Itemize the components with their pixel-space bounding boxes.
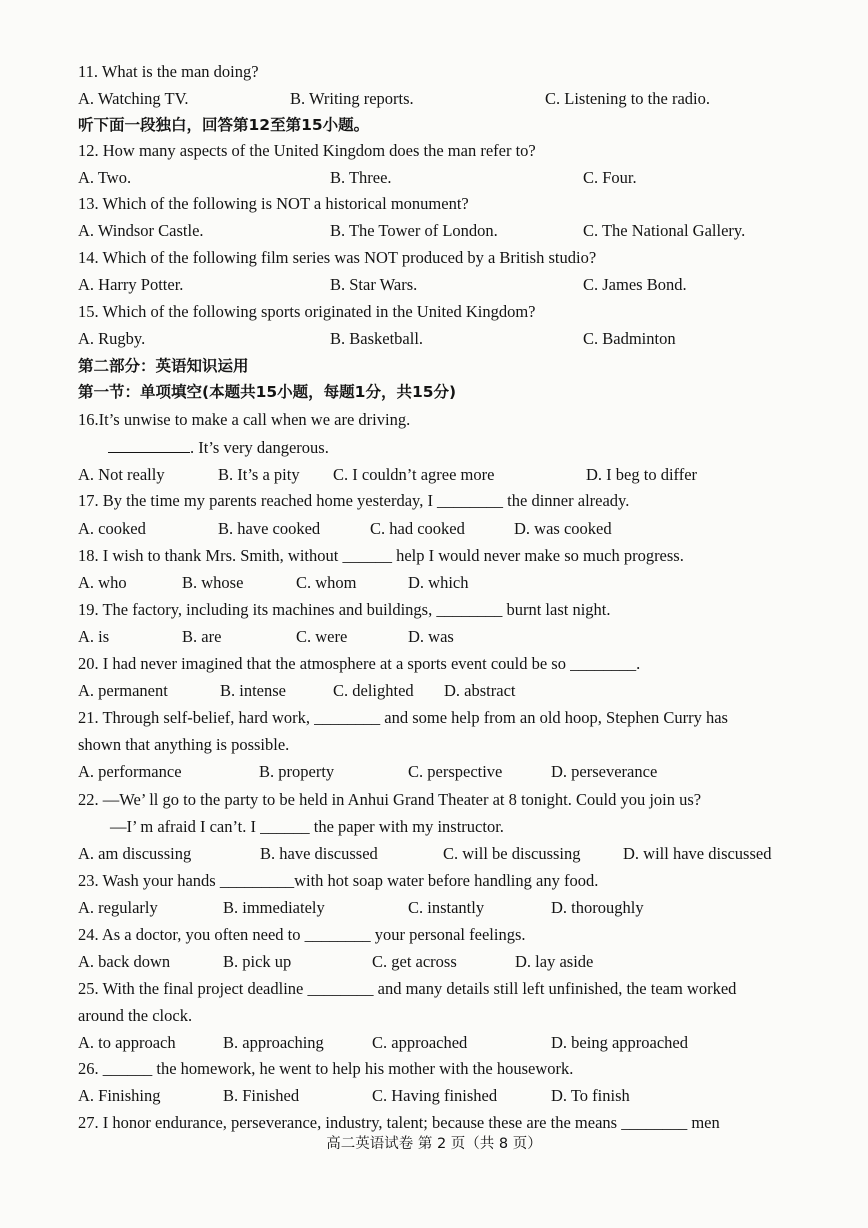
- page-footer: 高二英语试卷 第 2 页（共 8 页）: [326, 1136, 542, 1152]
- answer-option: C. Having finished: [372, 1086, 498, 1105]
- answer-option: B. whose: [182, 573, 244, 592]
- question-text: [78, 1058, 820, 1080]
- line-text: 第一节：单项填空(本题共15小题，每题1分，共15分): [78, 383, 457, 401]
- answer-option: B. Basketball.: [330, 329, 424, 348]
- question-text: [78, 789, 820, 811]
- line-text: 14. Which of the following film series was NOT produced by a British studio?: [78, 248, 597, 267]
- answer-option: A. who: [78, 573, 127, 592]
- line-text: 19. The factory, including its machines and buildings, ________ burnt last night.: [78, 600, 611, 619]
- line-text: 27. I honor endurance, perseverance, industry, talent; because these are the means ________ men: [78, 1113, 720, 1132]
- answer-option: C. had cooked: [370, 519, 465, 538]
- line-text: 18. I wish to thank Mrs. Smith, without ______ help I would never make so much progress.: [78, 546, 684, 565]
- answer-option: B. have discussed: [260, 844, 378, 863]
- answer-option: B. It’s a pity: [218, 465, 300, 484]
- question-text: [78, 1005, 820, 1027]
- answer-option: A. Windsor Castle.: [78, 221, 204, 240]
- answer-option: D. which: [408, 573, 469, 592]
- answer-option: D. being approached: [551, 1033, 688, 1052]
- answer-option: C. Listening to the radio.: [545, 89, 710, 108]
- answer-option: B. property: [259, 762, 335, 781]
- answer-option: D. I beg to differ: [586, 465, 698, 484]
- question-text: [110, 816, 820, 838]
- answer-option: C. approached: [372, 1033, 468, 1052]
- line-text: 15. Which of the following sports originated in the United Kingdom?: [78, 302, 536, 321]
- line-text: 25. With the final project deadline ________ and many details still left unfinished, the team worked: [78, 979, 737, 998]
- answer-option: C. Badminton: [583, 329, 676, 348]
- line-text: 13. Which of the following is NOT a historical monument?: [78, 194, 469, 213]
- line-text: 21. Through self-belief, hard work, ________ and some help from an old hoop, Stephen Curry has: [78, 708, 728, 727]
- answer-option: D. lay aside: [515, 952, 594, 971]
- question-text: [78, 193, 820, 215]
- question-text: [78, 409, 820, 431]
- line-text: 22. —We’ ll go to the party to be held in Anhui Grand Theater at 8 tonight. Could you join us?: [78, 790, 702, 809]
- answer-option: C. delighted: [333, 681, 414, 700]
- answer-option: C. were: [296, 627, 348, 646]
- answer-option: B. Writing reports.: [290, 89, 414, 108]
- line-text: 16.It’s unwise to make a call when we are driving.: [78, 410, 411, 429]
- section-heading: [78, 114, 820, 136]
- line-text: 20. I had never imagined that the atmosphere at a sports event could be so ________.: [78, 654, 641, 673]
- answer-option: D. thoroughly: [551, 898, 644, 917]
- answer-option: B. intense: [220, 681, 286, 700]
- line-text: 11. What is the man doing?: [78, 62, 259, 81]
- answer-option: A. Rugby.: [78, 329, 146, 348]
- answer-option: B. immediately: [223, 898, 325, 917]
- answer-option: C. perspective: [408, 762, 503, 781]
- question-text: [78, 734, 820, 756]
- answer-option: A. is: [78, 627, 110, 646]
- line-text: . It’s very dangerous.: [190, 438, 329, 457]
- answer-option: A. back down: [78, 952, 171, 971]
- answer-option: C. Four.: [583, 168, 637, 187]
- line-text: 24. As a doctor, you often need to ________ your personal feelings.: [78, 925, 526, 944]
- question-text: [78, 707, 820, 729]
- question-text: [78, 545, 820, 567]
- question-text: [78, 924, 820, 946]
- section-heading: [78, 381, 820, 403]
- answer-option: D. To finish: [551, 1086, 630, 1105]
- line-text: 26. ______ the homework, he went to help his mother with the housework.: [78, 1059, 574, 1078]
- line-text: 23. Wash your hands _________with hot soap water before handling any food.: [78, 871, 599, 890]
- question-text: [78, 247, 820, 269]
- answer-option: B. The Tower of London.: [330, 221, 498, 240]
- question-text: [78, 599, 820, 621]
- question-text: [78, 870, 820, 892]
- question-text: [78, 1112, 820, 1134]
- answer-option: D. was: [408, 627, 454, 646]
- question-text: [78, 61, 820, 83]
- section-heading: [78, 355, 820, 377]
- answer-option: B. are: [182, 627, 222, 646]
- answer-blank: [108, 437, 190, 453]
- answer-option: C. will be discussing: [443, 844, 581, 863]
- answer-option: B. have cooked: [218, 519, 321, 538]
- answer-option: A. Two.: [78, 168, 132, 187]
- answer-option: C. whom: [296, 573, 357, 592]
- answer-option: B. pick up: [223, 952, 292, 971]
- answer-option: B. approaching: [223, 1033, 324, 1052]
- answer-option: A. Watching TV.: [78, 89, 189, 108]
- answer-option: D. perseverance: [551, 762, 658, 781]
- answer-option: D. was cooked: [514, 519, 612, 538]
- question-text: [108, 437, 820, 459]
- answer-option: B. Star Wars.: [330, 275, 418, 294]
- answer-option: C. instantly: [408, 898, 485, 917]
- answer-option: A. performance: [78, 762, 182, 781]
- line-text: 12. How many aspects of the United Kingdom does the man refer to?: [78, 141, 536, 160]
- answer-option: A. cooked: [78, 519, 146, 538]
- question-text: [78, 490, 820, 512]
- answer-option: D. abstract: [444, 681, 516, 700]
- line-text: 17. By the time my parents reached home yesterday, I ________ the dinner already.: [78, 491, 630, 510]
- line-text: 听下面一段独白，回答第12至第15小题。: [78, 116, 370, 134]
- line-text: around the clock.: [78, 1006, 193, 1025]
- line-text: —I’ m afraid I can’t. I ______ the paper with my instructor.: [110, 817, 504, 836]
- answer-option: A. permanent: [78, 681, 168, 700]
- question-text: [78, 140, 820, 162]
- question-text: [78, 301, 820, 323]
- answer-option: C. James Bond.: [583, 275, 687, 294]
- answer-option: A. Finishing: [78, 1086, 161, 1105]
- answer-option: A. am discussing: [78, 844, 192, 863]
- answer-option: A. Not really: [78, 465, 165, 484]
- question-text: [78, 978, 820, 1000]
- answer-option: A. regularly: [78, 898, 158, 917]
- answer-option: B. Three.: [330, 168, 392, 187]
- line-text: 第二部分：英语知识运用: [78, 357, 249, 375]
- answer-option: A. Harry Potter.: [78, 275, 184, 294]
- answer-option: C. I couldn’t agree more: [333, 465, 495, 484]
- answer-option: C. get across: [372, 952, 457, 971]
- answer-option: A. to approach: [78, 1033, 176, 1052]
- line-text: shown that anything is possible.: [78, 735, 290, 754]
- answer-option: B. Finished: [223, 1086, 300, 1105]
- answer-option: C. The National Gallery.: [583, 221, 746, 240]
- question-text: [78, 653, 820, 675]
- answer-option: D. will have discussed: [623, 844, 772, 863]
